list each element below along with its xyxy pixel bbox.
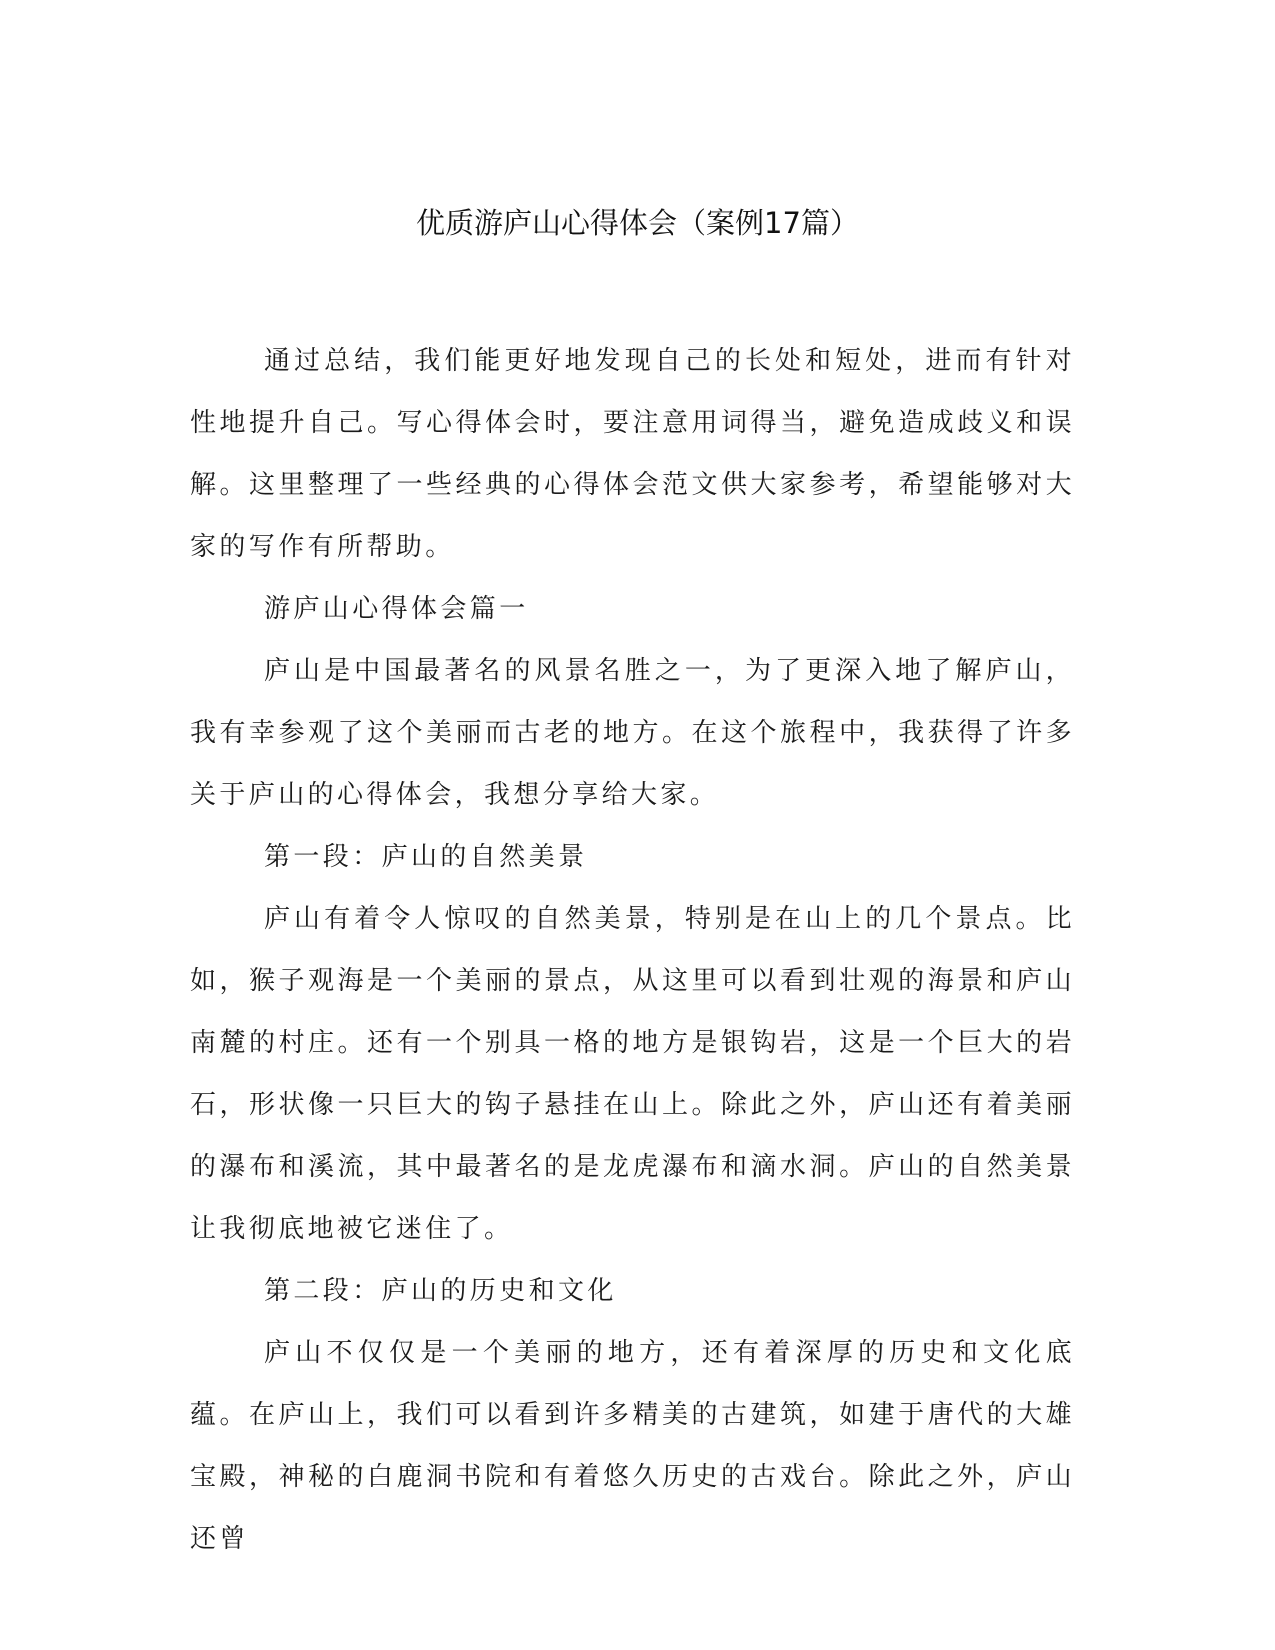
subsection-heading-nature: 第一段：庐山的自然美景 <box>264 842 588 872</box>
subsection-heading-history: 第二段：庐山的历史和文化 <box>264 1276 617 1306</box>
body-paragraph: 庐山不仅仅是一个美丽的地方，还有着深厚的历史和文化底蕴。在庐山上，我们可以看到许多精美的古建筑，如建于唐代的大雄宝殿，神秘的白鹿洞书院和有着悠久历史的古戏台。除此之外，庐山还曾 <box>190 1338 1075 1554</box>
body-paragraph: 庐山是中国最著名的风景名胜之一，为了更深入地了解庐山，我有幸参观了这个美丽而古老的地方。在这个旅程中，我获得了许多关于庐山的心得体会，我想分享给大家。 <box>190 656 1075 810</box>
document-title: 优质游庐山心得体会（案例17篇） <box>416 206 859 240</box>
body-paragraph: 庐山有着令人惊叹的自然美景，特别是在山上的几个景点。比如，猴子观海是一个美丽的景点，从这里可以看到壮观的海景和庐山南麓的村庄。还有一个别具一格的地方是银钩岩，这是一个巨大的岩石，形状像一只巨大的钩子悬挂在山上。除此之外，庐山还有着美丽的瀑布和溪流，其中最著名的是龙虎瀑布和滴水洞。庐山的自然美景让我彻底地被它迷住了。 <box>190 904 1075 1244</box>
document-body <box>190 330 1075 1570</box>
intro-paragraph: 通过总结，我们能更好地发现自己的长处和短处，进而有针对性地提升自己。写心得体会时，要注意用词得当，避免造成歧义和误解。这里整理了一些经典的心得体会范文供大家参考，希望能够对大家的写作有所帮助。 <box>190 346 1075 562</box>
section-heading-part-one: 游庐山心得体会篇一 <box>264 594 529 624</box>
